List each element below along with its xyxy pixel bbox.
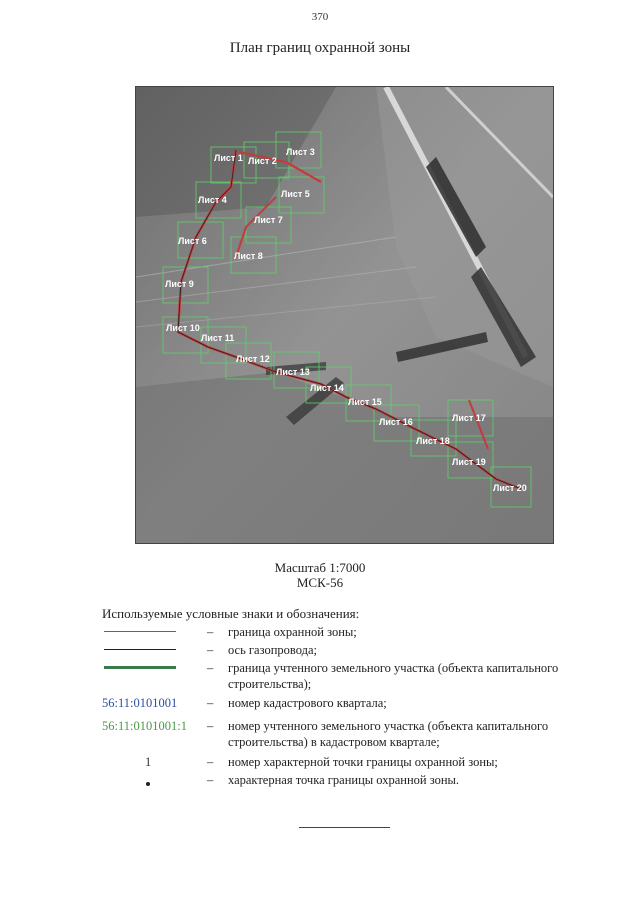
page-number: 370 — [311, 11, 329, 23]
sheet-label: Лист 8 — [234, 251, 263, 261]
point-number-symbol: 1 — [145, 755, 152, 769]
land-plot-boundary-symbol — [104, 666, 176, 669]
legend-description: ось газопровода; — [228, 643, 318, 657]
sheet-label: Лист 18 — [416, 436, 450, 446]
legend-dash: – — [207, 661, 214, 675]
sheet-label: Лист 20 — [493, 483, 527, 493]
legend-description: граница учтенного земельного участка (объекта капитального строительства); — [228, 661, 559, 691]
sheet-label: Лист 14 — [310, 383, 344, 393]
map-scale: Масштаб 1:7000 — [274, 560, 366, 575]
map-canvas — [136, 87, 553, 543]
legend-description: граница охранной зоны; — [228, 625, 357, 639]
point-dot-icon — [146, 782, 150, 786]
legend-description: номер характерной точки границы охранной зоны; — [228, 755, 498, 769]
sheet-label: Лист 13 — [276, 367, 310, 377]
legend-dash: – — [207, 773, 214, 787]
sheet-label: Лист 4 — [198, 195, 227, 205]
legend-description: номер учтенного земельного участка (объекта капитального строительства) в кадастровом квартале; — [228, 719, 549, 749]
legend-row-land-plot-boundary — [102, 660, 582, 692]
legend-heading: Используемые условные знаки и обозначения: — [102, 606, 360, 621]
sheet-label: Лист 15 — [348, 397, 382, 407]
legend-dash: – — [207, 696, 214, 710]
sheet-label: Лист 3 — [286, 147, 315, 157]
legend-description: номер кадастрового квартала; — [228, 696, 387, 710]
sheet-label: Лист 10 — [166, 323, 200, 333]
sheet-label: Лист 1 — [214, 153, 243, 163]
land-plot-number-symbol: 56:11:0101001:1 — [102, 719, 187, 733]
footer-rule — [299, 827, 390, 828]
protection-zone-line-symbol — [104, 631, 176, 632]
sheet-label: Лист 6 — [178, 236, 207, 246]
pipeline-axis-symbol — [104, 649, 176, 650]
legend-dash: – — [207, 643, 214, 657]
sheet-label: Лист 17 — [452, 413, 486, 423]
legend-dash: – — [207, 755, 214, 769]
sheet-label: Лист 12 — [236, 354, 270, 364]
sheet-label: Лист 11 — [201, 333, 235, 343]
legend-dash: – — [207, 719, 214, 733]
legend-dash: – — [207, 625, 214, 639]
cadastral-quarter-symbol: 56:11:0101001 — [102, 696, 178, 710]
aerial-map[interactable] — [135, 86, 554, 544]
coordinate-system: МСК-56 — [296, 575, 344, 590]
legend-description: характерная точка границы охранной зоны. — [228, 773, 460, 787]
sheet-label: Лист 9 — [165, 279, 194, 289]
sheet-label: Лист 16 — [379, 417, 413, 427]
sheet-label: Лист 19 — [452, 457, 486, 467]
legend-row-land-plot-number — [102, 718, 582, 750]
sheet-label: Лист 7 — [254, 215, 283, 225]
page-title: План границ охранной зоны — [229, 40, 411, 56]
sheet-label: Лист 5 — [281, 189, 310, 199]
sheet-label: Лист 2 — [248, 156, 277, 166]
